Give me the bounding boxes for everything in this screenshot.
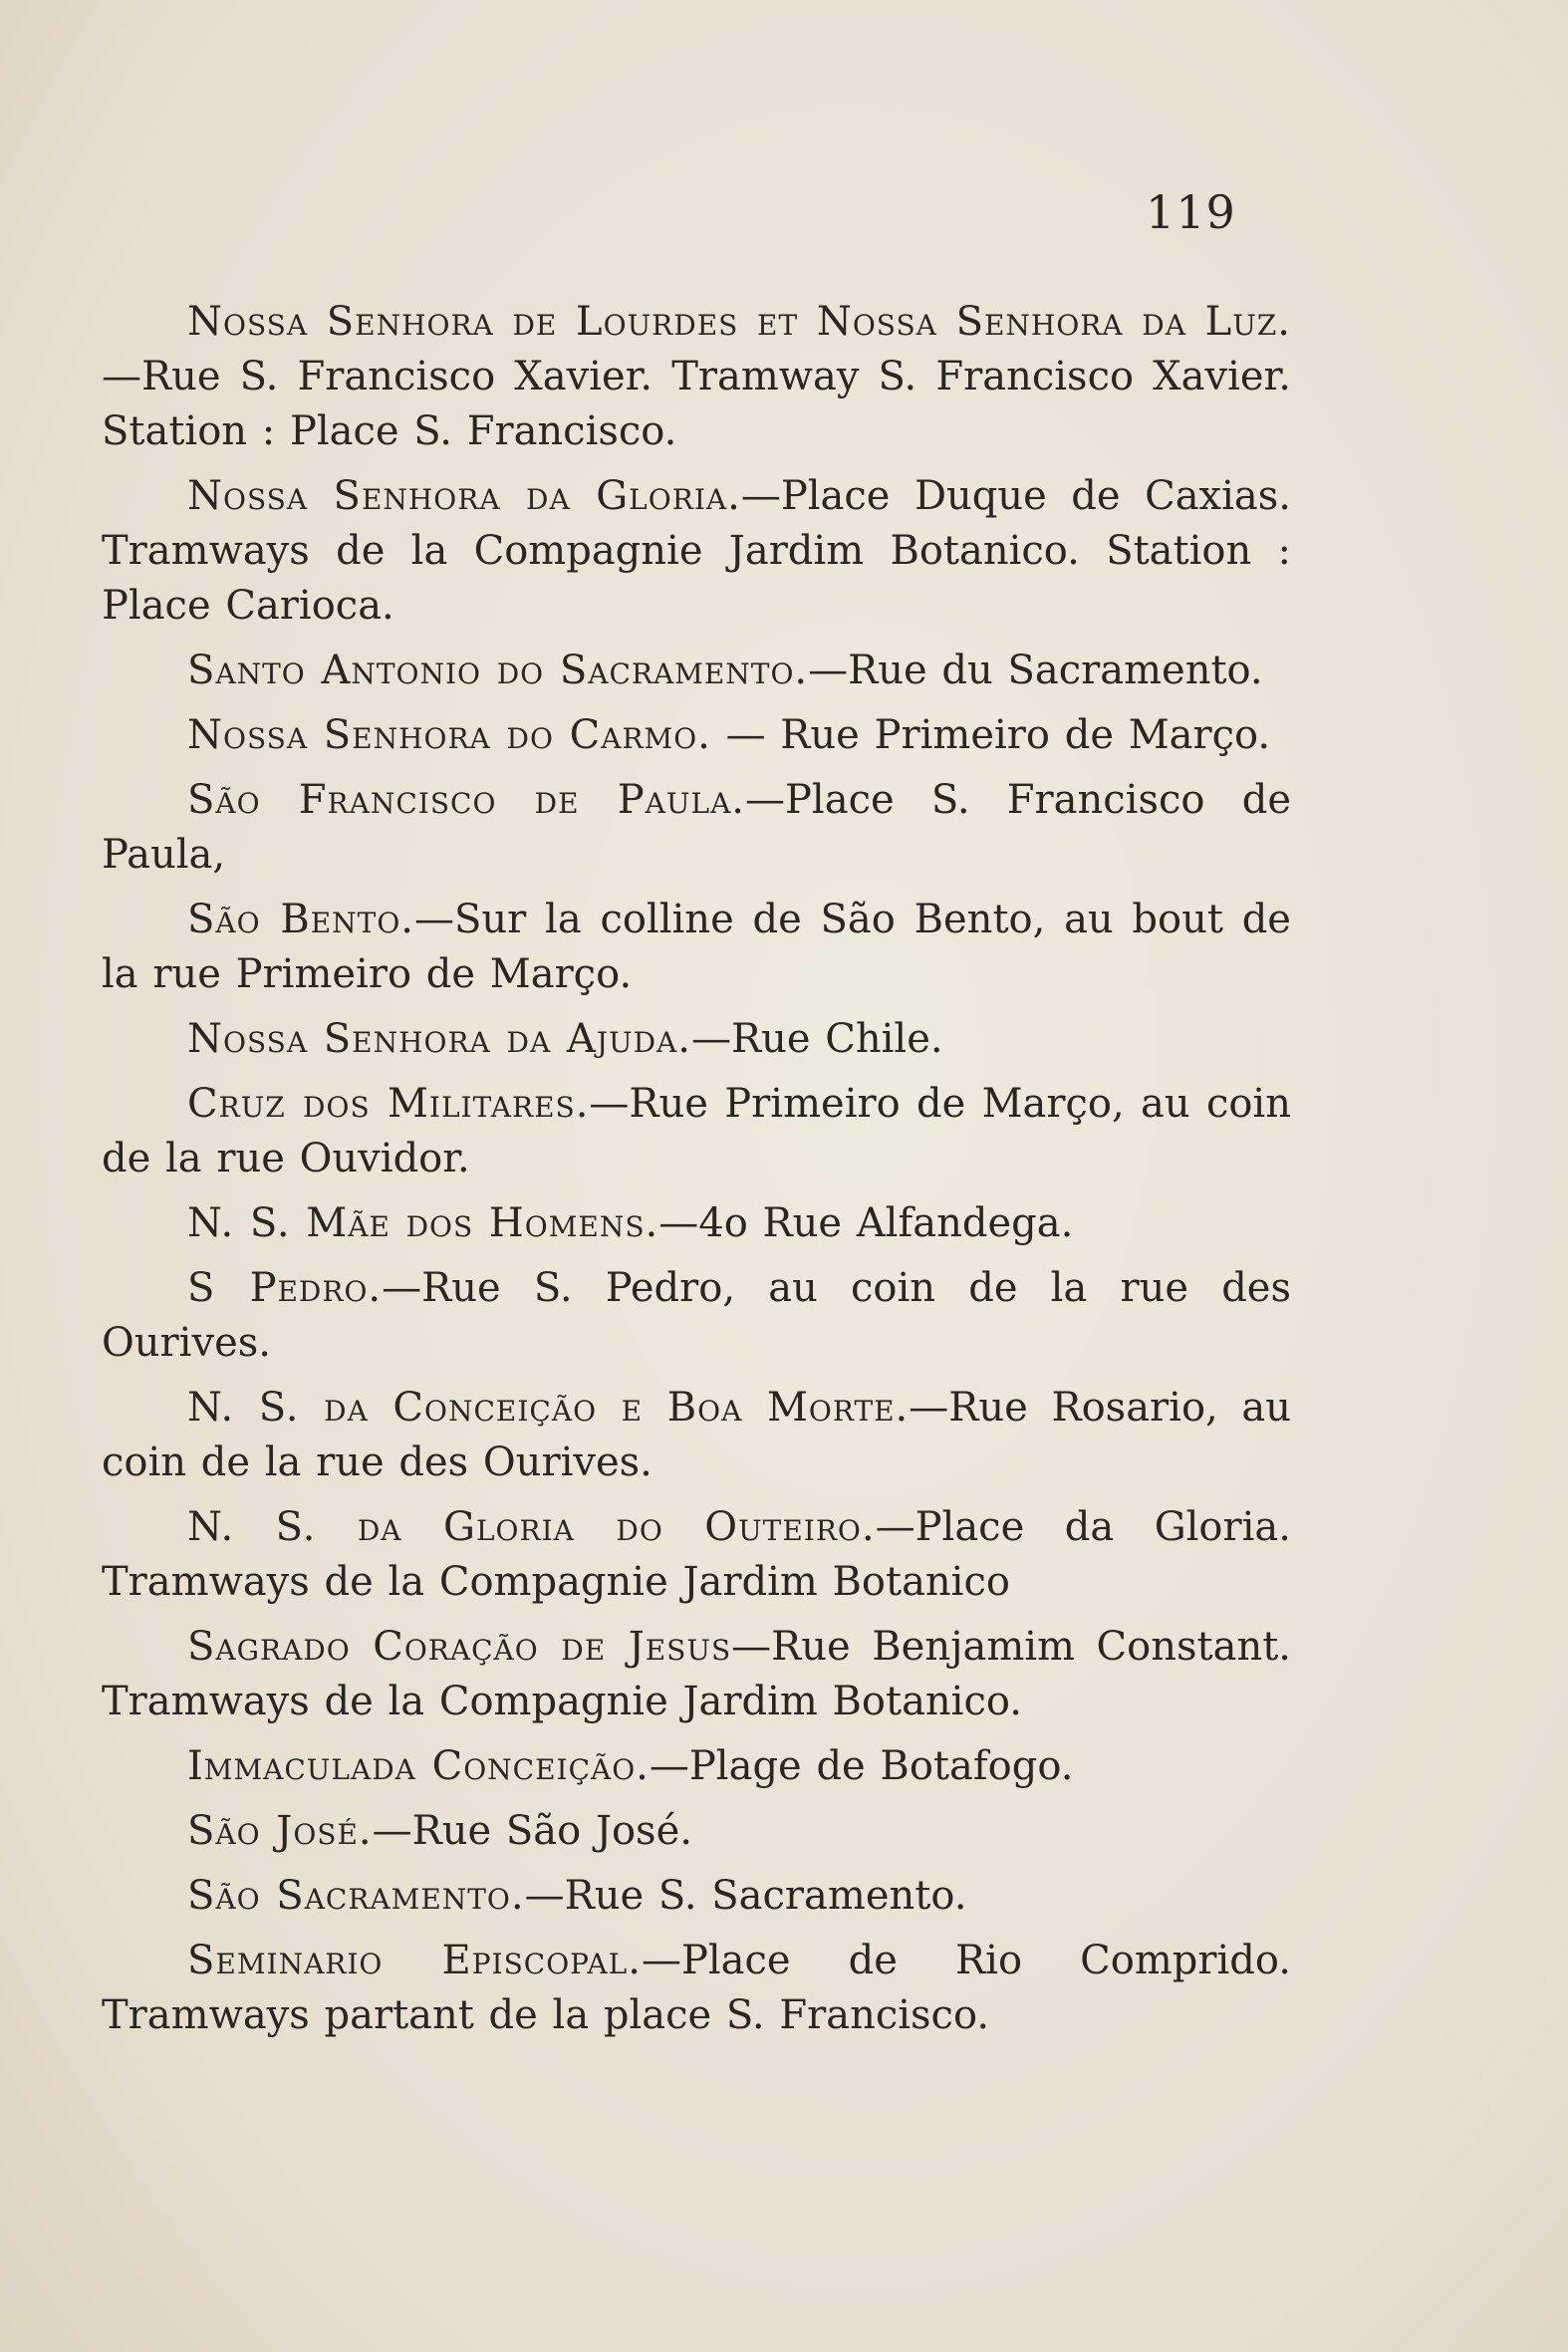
list-item bbox=[102, 1261, 1291, 1371]
list-item bbox=[102, 1934, 1291, 2043]
list-item bbox=[102, 708, 1291, 763]
church-details: —Rue S. Sacramento. bbox=[524, 1873, 967, 1919]
church-name: São Bento. bbox=[187, 897, 415, 942]
list-item bbox=[102, 893, 1291, 1002]
church-details: — Rue Primeiro de Março. bbox=[710, 712, 1271, 758]
list-item bbox=[102, 1804, 1291, 1859]
list-item bbox=[102, 1381, 1291, 1490]
church-details: —Rue Rosario, au coin de la rue des Ourives. bbox=[102, 1385, 1292, 1485]
church-name: Santo Antonio do Sacramento. bbox=[187, 648, 809, 693]
list-item bbox=[102, 1620, 1291, 1729]
list-item bbox=[102, 1869, 1291, 1924]
page-number: 119 bbox=[1146, 185, 1236, 239]
church-list bbox=[102, 295, 1291, 2053]
church-name: Nossa Senhora do Carmo. bbox=[187, 712, 711, 758]
church-details: —4o Rue Alfandega. bbox=[658, 1200, 1074, 1246]
church-name: Sagrado Coração de Jesus bbox=[187, 1624, 732, 1670]
church-name: São Francisco de Paula. bbox=[187, 777, 746, 823]
church-details: —Rue São José. bbox=[372, 1808, 692, 1854]
church-name: N. S. Mãe dos Homens. bbox=[187, 1200, 659, 1246]
list-item bbox=[102, 1500, 1291, 1610]
church-details: —Place Duque de Caxias. Tramways de la Compagnie Jardim Botanico. Station : Place Carioca. bbox=[102, 473, 1291, 629]
church-name: S Pedro. bbox=[187, 1265, 383, 1311]
church-details: —Place S. Francisco de Paula, bbox=[102, 777, 1291, 878]
church-name: Seminario Episcopal. bbox=[187, 1938, 642, 1983]
list-item bbox=[102, 773, 1291, 883]
church-details: —Sur la colline de São Bento, au bout de la rue Primeiro de Março. bbox=[102, 897, 1291, 997]
church-details: —Place da Gloria. Tramways de la Compagnie Jardim Botanico bbox=[102, 1504, 1291, 1605]
church-details: —Plage de Botafogo. bbox=[649, 1743, 1074, 1789]
church-name: Nossa Senhora da Ajuda. bbox=[187, 1016, 691, 1062]
list-item bbox=[102, 1739, 1291, 1794]
list-item bbox=[102, 295, 1291, 459]
church-name: São José. bbox=[187, 1808, 373, 1854]
church-details: —Rue S. Pedro, au coin de la rue des Ourives. bbox=[102, 1265, 1292, 1366]
church-name: Immaculada Conceição. bbox=[187, 1743, 650, 1789]
list-item bbox=[102, 1196, 1291, 1251]
church-details: —Place de Rio Comprido. Tramways partant de la place S. Francisco. bbox=[102, 1938, 1291, 2038]
church-details: —Rue S. Francisco Xavier. Tramway S. Francisco Xavier. Station : Place S. Francisco. bbox=[102, 354, 1291, 454]
church-details: —Rue du Sacramento. bbox=[808, 648, 1263, 693]
church-name: Nossa Senhora de Lourdes et Nossa Senhora da Luz. bbox=[187, 299, 1291, 345]
list-item bbox=[102, 469, 1291, 634]
church-details: —Rue Primeiro de Março, au coin de la rue Ouvidor. bbox=[102, 1081, 1291, 1181]
church-name: N. S. da Gloria do Outeiro. bbox=[187, 1504, 876, 1550]
church-name: Cruz dos Militares. bbox=[187, 1081, 590, 1127]
list-item bbox=[102, 1012, 1291, 1067]
list-item bbox=[102, 1077, 1291, 1186]
church-name: Nossa Senhora da Gloria. bbox=[187, 473, 741, 519]
church-name: N. S. da Conceição e Boa Morte. bbox=[187, 1385, 910, 1431]
church-details: —Rue Benjamim Constant. Tramways de la Compagnie Jardim Botanico. bbox=[102, 1624, 1291, 1724]
church-details: —Rue Chile. bbox=[690, 1016, 943, 1062]
church-name: São Sacramento. bbox=[187, 1873, 525, 1919]
list-item bbox=[102, 644, 1291, 698]
